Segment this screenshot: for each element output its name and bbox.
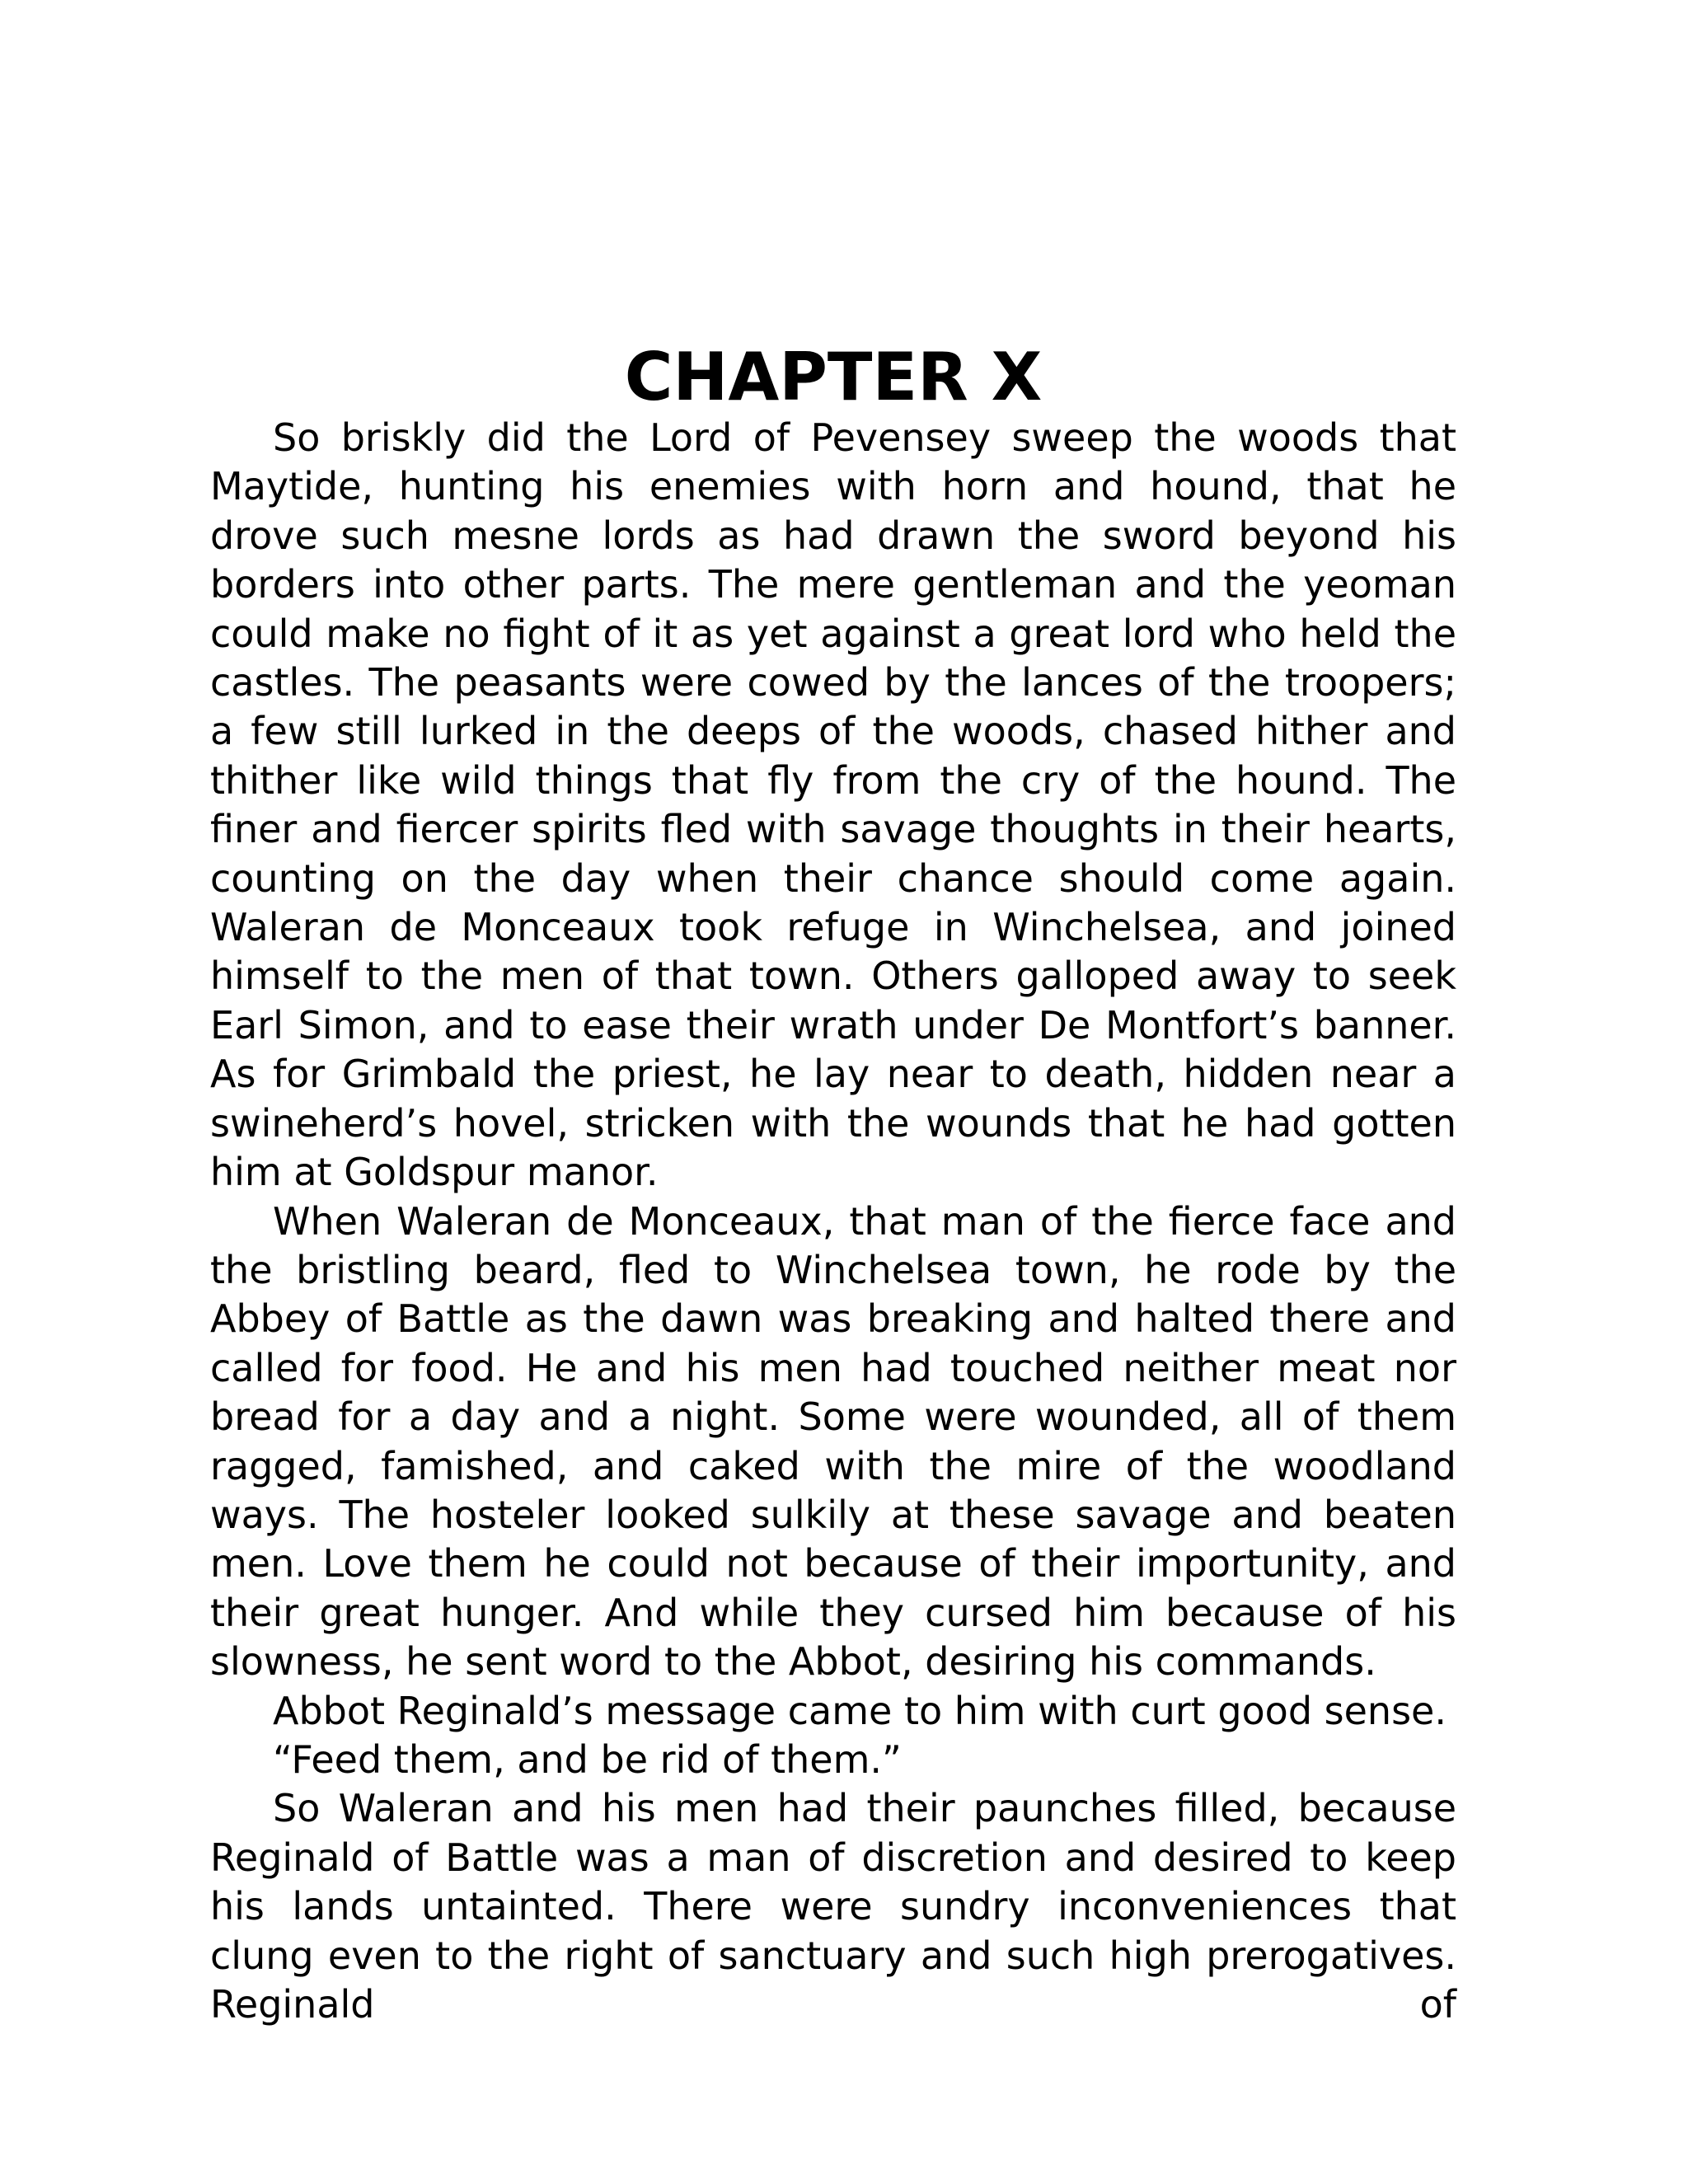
paragraph-5: So Waleran and his men had their paunches filled, because Reginald of Battle was a man of discretion and desired to keep his lands untainted. There were sundry inconveniences that clung even to the right of sanctuary and such high prerogatives. Reginald of — [210, 1786, 1456, 2027]
paragraph-4: “Feed them, and be rid of them.” — [273, 1736, 902, 1782]
book-page — [210, 338, 1456, 2029]
paragraph-3: Abbot Reginald’s message came to him with curt good sense. — [273, 1688, 1447, 1733]
paragraph-1: So briskly did the Lord of Pevensey sweep the woods that Maytide, hunting his enemies with horn and hound, that he drove such mesne lords as had drawn the sword beyond his borders into other parts. The mere gentleman and the yeoman could make no fight of it as yet against a great lord who held the castles. The peasants were cowed by the lances of the troopers; a few still lurked in the deeps of the woods, chased hither and thither like wild things that fly from the cry of the hound. The finer and fiercer spirits fled with savage thoughts in their hearts, counting on the day when their chance should come again. Waleran de Monceaux took refuge in Winchelsea, and joined himself to the men of that town. Others galloped away to seek Earl Simon, and to ease their wrath under De Montfort’s banner. As for Grimbald the priest, he lay near to death, hidden near a swineherd’s hovel, stricken with the wounds that he had gotten him at Goldspur manor. — [210, 415, 1456, 1195]
paragraph-2: When Waleran de Monceaux, that man of the fierce face and the bristling beard, fled to Winchelsea town, he rode by the Abbey of Battle as the dawn was breaking and halted there and called for food. He and his men had touched neither meat nor bread for a day and a night. Some were wounded, all of them ragged, famished, and caked with the mire of the woodland ways. The hosteler looked sulkily at these savage and beaten men. Love them he could not because of their importunity, and their great hunger. And while they cursed him because of his slowness, he sent word to the Abbot, desiring his commands. — [210, 1198, 1456, 1685]
chapter-title: CHAPTER X — [624, 339, 1043, 415]
